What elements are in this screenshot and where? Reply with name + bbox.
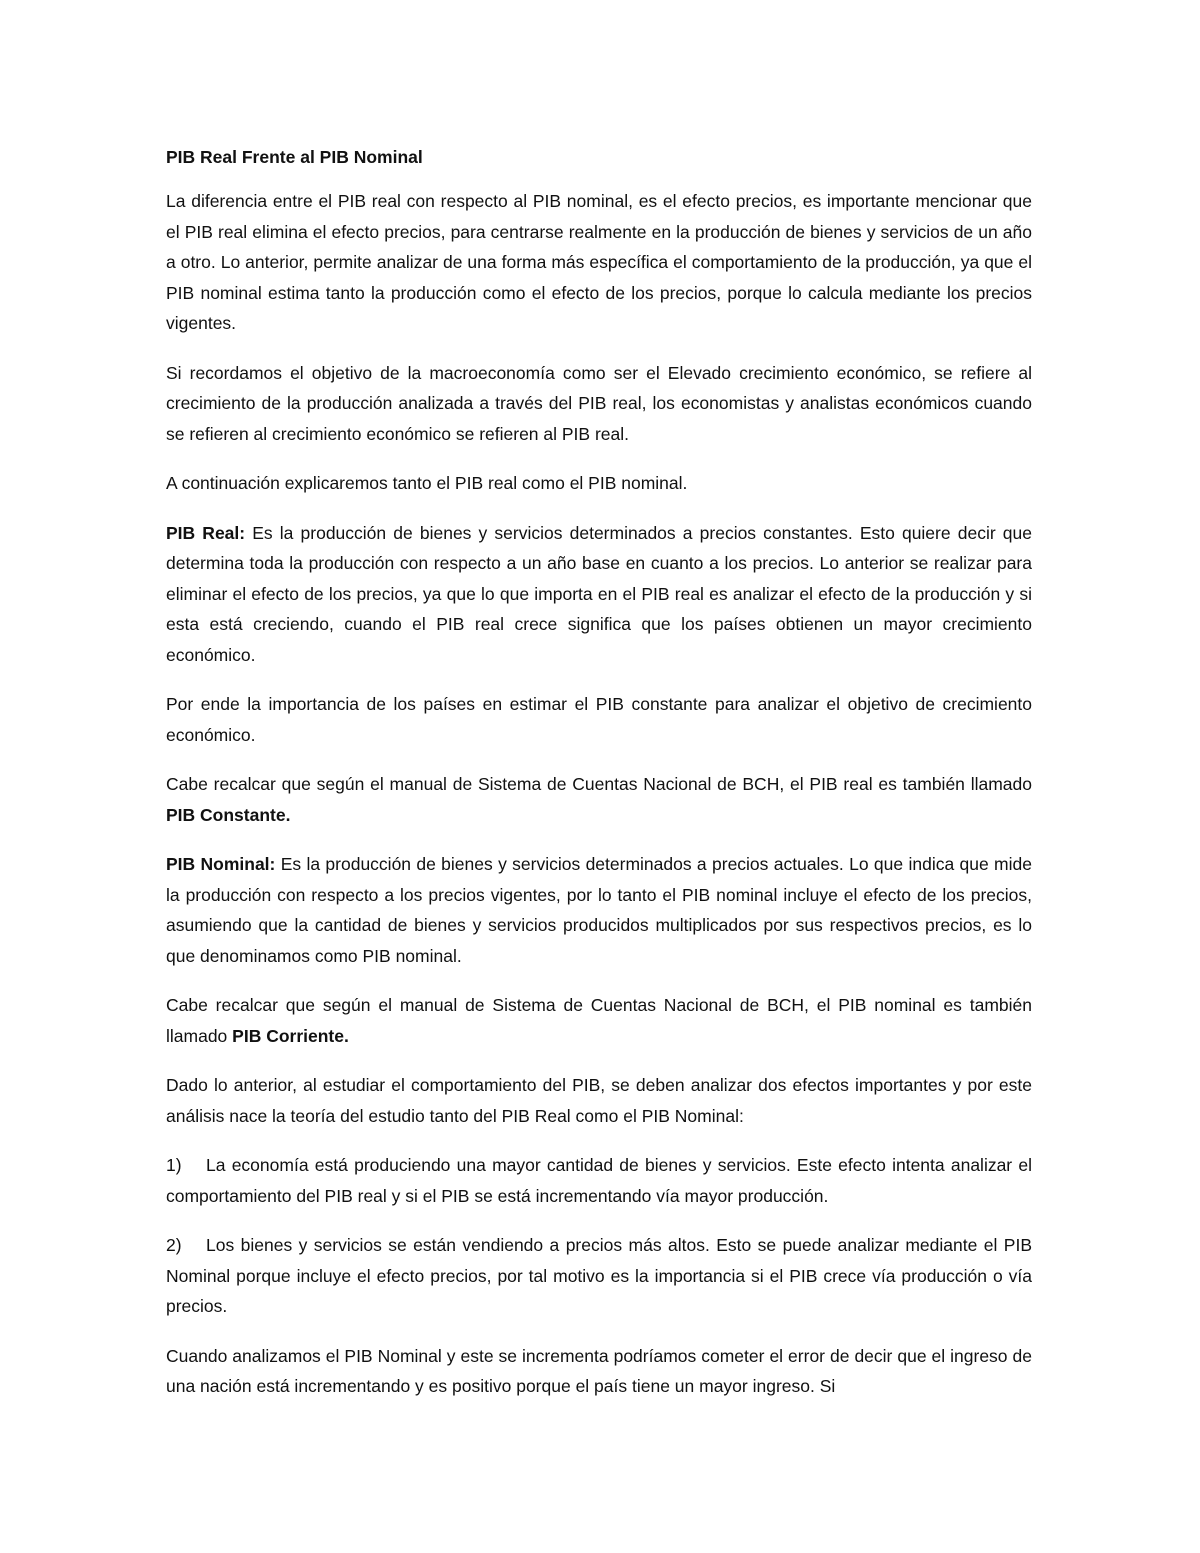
list-item-2: [166, 1230, 1032, 1322]
paragraph-intro: La diferencia entre el PIB real con respecto al PIB nominal, es el efecto precios, es importante mencionar que el PIB real elimina el efecto precios, para centrarse realmente en la producción de bienes y servicios de un año a otro. Lo anterior, permite analizar de una forma más específica el comportamiento de la producción, ya que el PIB nominal estima tanto la producción como el efecto de los precios, porque lo calcula mediante los precios vigentes.: [166, 191, 1032, 333]
pib-nominal-label: PIB Nominal:: [166, 854, 276, 874]
paragraph-nominal-error: Cuando analizamos el PIB Nominal y este se incrementa podríamos cometer el error de decir que el ingreso de una nación está incrementando y es positivo porque el país tiene un mayor ingreso. Si: [166, 1345, 1032, 1396]
paragraph-pib-constante: [166, 769, 1032, 830]
paragraph-importance: Por ende la importancia de los países en estimar el PIB constante para analizar el objetivo de crecimiento económico.: [166, 694, 1032, 745]
document-page: [166, 132, 1032, 1402]
document-title: PIB Real Frente al PIB Nominal: [166, 147, 423, 167]
pib-corriente-period: .: [343, 1025, 349, 1046]
pib-constante-period: .: [285, 804, 291, 825]
pib-nominal-text: Es la producción de bienes y servicios determinados a precios actuales. Lo que indica que mide la producción con respecto a los precios vigentes, por lo tanto el PIB nominal incluye el efecto de los precios, asumiendo que la cantidad de bienes y servicios producidos multiplicados por sus respectivos precios, es lo que denominamos como PIB nominal.: [166, 854, 1032, 966]
pib-real-text: Es la producción de bienes y servicios determinados a precios constantes. Esto quiere decir que determina toda la producción con respecto a un año base en cuanto a los precios. Lo anterior se realizar para eliminar el efecto de los precios, ya que lo que importa en el PIB real es analizar el efecto de la producción y si esta está creciendo, cuando el PIB real crece significa que los países obtienen un mayor crecimiento económico.: [166, 522, 1032, 665]
pib-constante-term: PIB Constante: [166, 804, 286, 825]
pib-corriente-text: Cabe recalcar que según el manual de Sistema de Cuentas Nacional de BCH, el PIB nominal es también llamado: [166, 995, 1032, 1046]
pib-constante-text: Cabe recalcar que según el manual de Sistema de Cuentas Nacional de BCH, el PIB real es también llamado: [166, 774, 1032, 794]
paragraph-pib-nominal: [166, 849, 1032, 971]
list-item-1-number: 1): [166, 1155, 182, 1175]
paragraph-macroeconomy: Si recordamos el objetivo de la macroeconomía como ser el Elevado crecimiento económico, se refiere al crecimiento de la producción analizada a través del PIB real, los economistas y analistas económicos cuando se refieren al crecimiento económico se refieren al PIB real.: [166, 362, 1032, 444]
list-item-2-number: 2): [166, 1235, 182, 1255]
paragraph-pib-real: [166, 518, 1032, 671]
list-item-1-text: La economía está produciendo una mayor cantidad de bienes y servicios. Este efecto intenta analizar el comportamiento del PIB real y si el PIB se está incrementando vía mayor producción.: [166, 1155, 1032, 1206]
paragraph-two-effects: Dado lo anterior, al estudiar el comportamiento del PIB, se deben analizar dos efectos importantes y por este análisis nace la teoría del estudio tanto del PIB Real como el PIB Nominal:: [166, 1075, 1032, 1126]
pib-real-label: PIB Real:: [166, 522, 246, 543]
paragraph-pib-corriente: [166, 990, 1032, 1051]
paragraph-continuation: A continuación explicaremos tanto el PIB real como el PIB nominal.: [166, 473, 688, 493]
list-item-1: [166, 1150, 1032, 1211]
list-item-2-text: Los bienes y servicios se están vendiendo a precios más altos. Esto se puede analizar mediante el PIB Nominal porque incluye el efecto precios, por tal motivo es la importancia si el PIB crece vía producción o vía precios.: [166, 1235, 1032, 1316]
pib-corriente-term: PIB Corriente: [232, 1025, 344, 1046]
